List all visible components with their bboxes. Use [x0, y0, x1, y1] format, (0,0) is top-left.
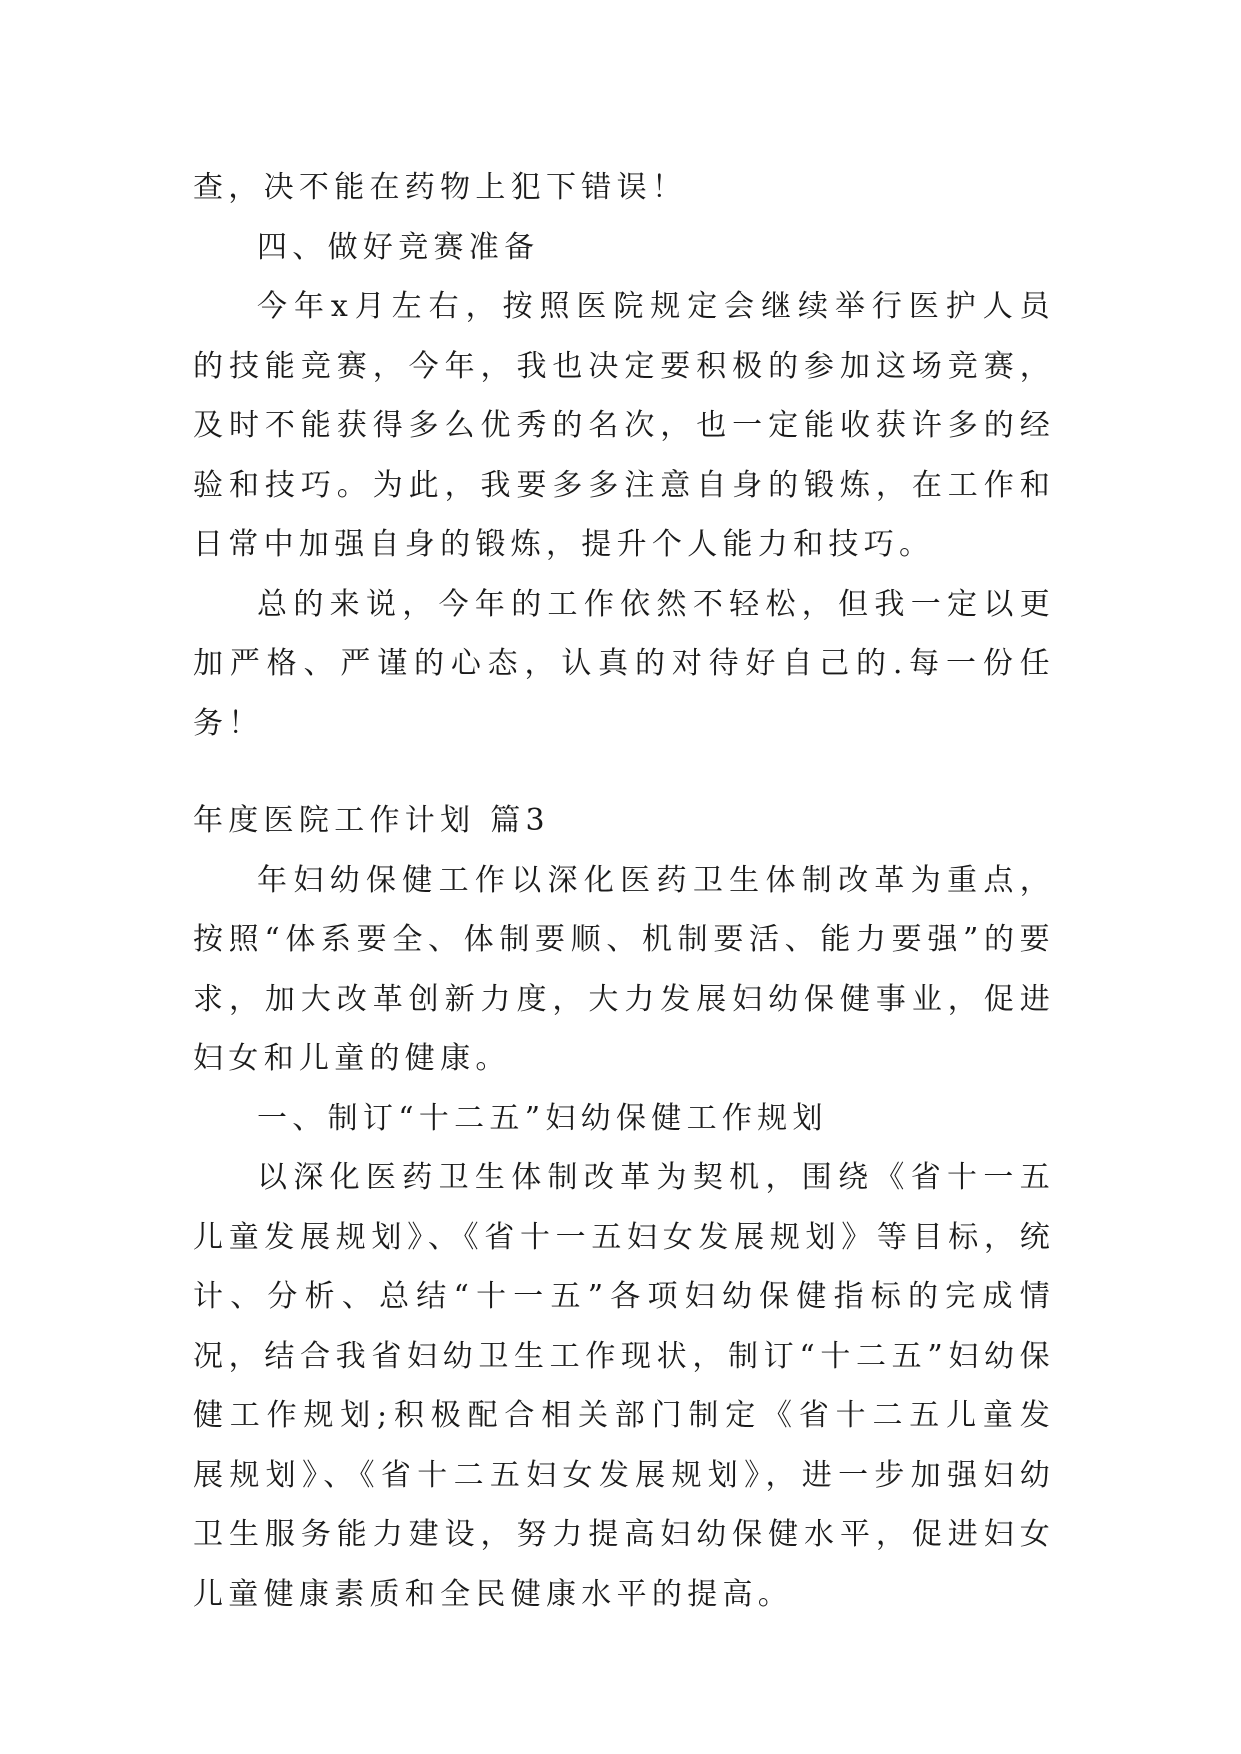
- paragraph-continuation: 查，决不能在药物上犯下错误！: [193, 170, 688, 205]
- document-body: [193, 158, 1055, 1624]
- section-title: 年度医院工作计划 篇3: [193, 803, 550, 838]
- heading-five-year-plan: 一、制订“十二五”妇幼保健工作规划: [257, 1100, 828, 1136]
- paragraph-competition: 今年x月左右，按照医院规定会继续举行医护人员的技能竞赛，今年，我也决定要积极的参加这场竞赛，及时不能获得多么优秀的名次，也一定能收获许多的经验和技巧。为此，我要多多注意自身的锻炼，在工作和日常中加强自身的锻炼，提升个人能力和技巧。: [193, 289, 1055, 562]
- paragraph-summary: 总的来说，今年的工作依然不轻松，但我一定以更加严格、严谨的心态，认真的对待好自己的.每一份任务！: [193, 586, 1055, 741]
- heading-prepare-competition: 四、做好竞赛准备: [257, 229, 540, 265]
- paragraph-five-year-plan: 以深化医药卫生体制改革为契机，围绕《省十一五儿童发展规划》、《省十一五妇女发展规划》等目标，统计、分析、总结“十一五”各项妇幼保健指标的完成情况，结合我省妇幼卫生工作现状，制订“十二五”妇幼保健工作规划;积极配合相关部门制定《省十二五儿童发展规划》、《省十二五妇女发展规划》，进一步加强妇幼卫生服务能力建设，努力提高妇幼保健水平，促进妇女儿童健康素质和全民健康水平的提高。: [193, 1160, 1055, 1612]
- paragraph-maternal-child-intro: 年妇幼保健工作以深化医药卫生体制改革为重点，按照“体系要全、体制要顺、机制要活、能力要强”的要求，加大改革创新力度，大力发展妇幼保健事业，促进妇女和儿童的健康。: [193, 862, 1055, 1076]
